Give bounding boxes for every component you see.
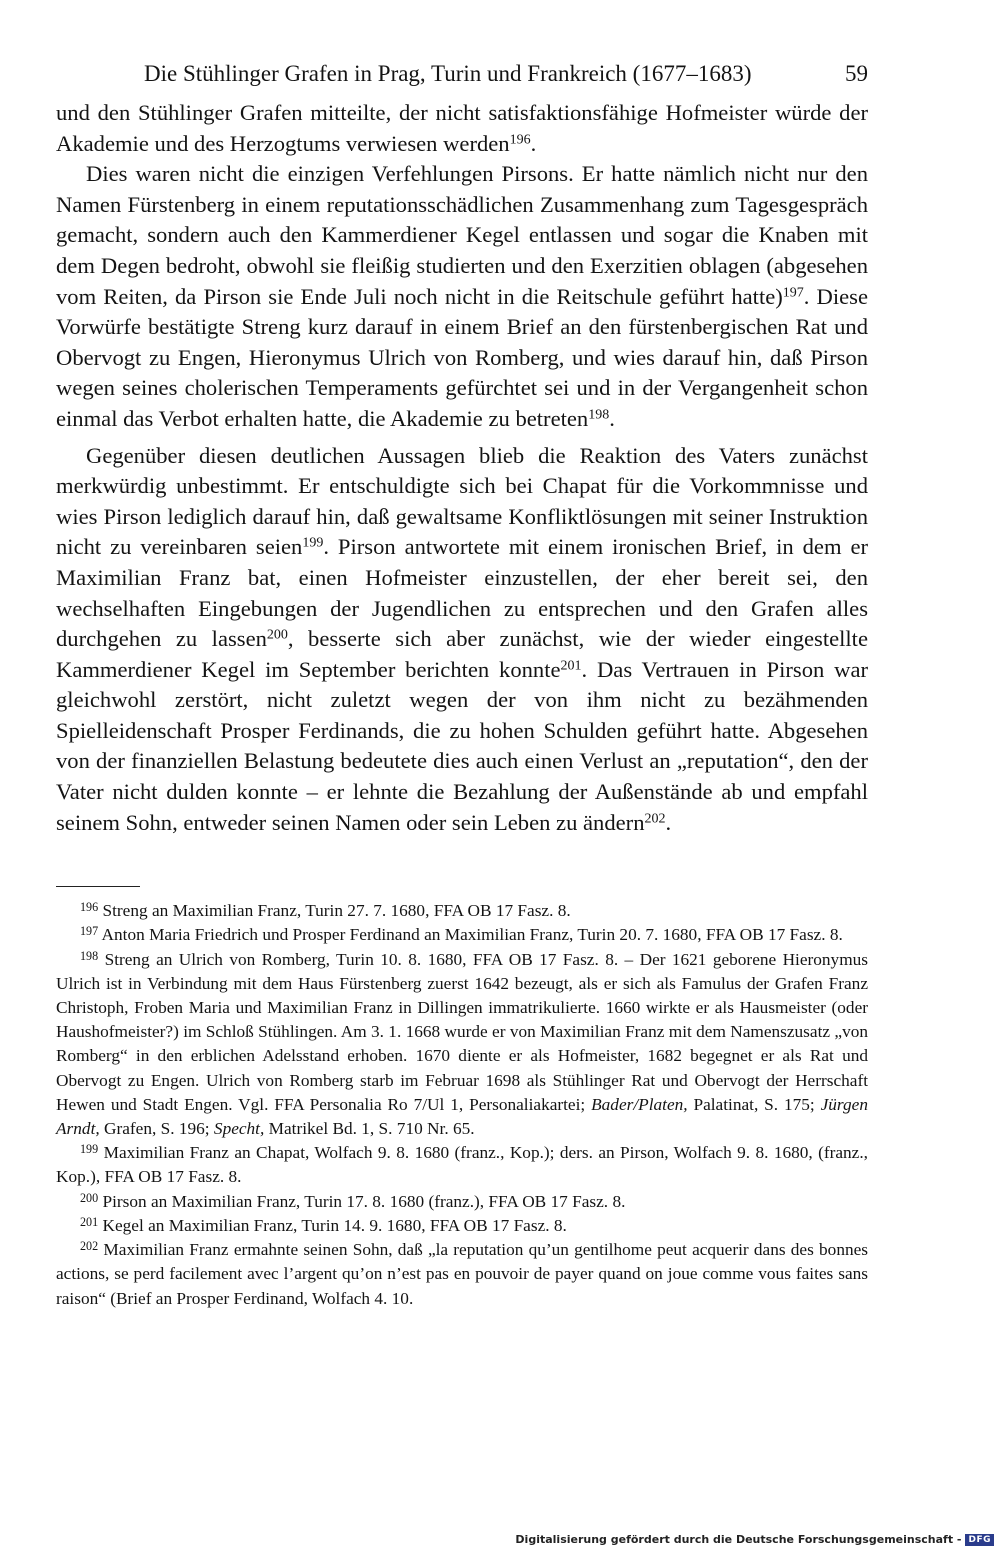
running-head-title: Die Stühlinger Grafen in Prag, Turin und Frankreich (1677–1683) (144, 61, 752, 86)
text-run: Grafen, S. 196; (99, 1119, 214, 1139)
running-head (56, 56, 868, 92)
page-number: 59 (845, 61, 868, 86)
text-run: Kegel an Maximilian Franz, Turin 14. 9. 1680, FFA OB 17 Fasz. 8. (102, 1215, 567, 1235)
footnote-reference: 197 (782, 284, 804, 300)
text-run: . Das Vertrauen in Pirson war gleichwohl zerstört, nicht zuletzt wegen der von ihm nicht zu bezähmenden Spielleidenschaft Prosper Ferdinands, die zu hohen Schulden geführt hatte. Abgesehen von der finanziellen Belastung bedeutete dies auch einen Verlust an „reputation“, den der Vater nicht dulden konnte – er lehnte die Bezahlung der Außenstände ab und empfahl seinem Sohn, entweder seinen Namen oder sein Leben zu ändern (56, 656, 868, 835)
italic-author: Specht, (213, 1119, 265, 1139)
footer-text: Digitalisierung gefördert durch die Deutsche Forschungsgemeinschaft - (515, 1533, 962, 1546)
italic-author: Jürgen Arndt, (56, 1094, 868, 1139)
text-run: . Diese Vorwürfe bestätigte Streng kurz darauf in einem Brief an den fürstenbergischen Rat und Obervogt zu Engen, Hieronymus Ulrich von Romberg, und wies darauf hin, daß Pirson wegen seines cholerischen Temperaments gefürchtet sei und in der Vergangenheit schon einmal das Verbot erhalten hatte, die Akademie zu betreten (56, 283, 868, 431)
text-run: . Pirson antwortete mit einem ironischen Brief, in dem er Maximilian Franz bat, einen Hofmeister einzustellen, der eher bereit sei, den wechselhaften Eingebungen der Jugendlichen zu entsprechen und den Grafen alles durchgehen zu lassen (56, 534, 868, 652)
footnote (56, 1190, 868, 1214)
text-run: Matrikel Bd. 1, S. 710 Nr. 65. (264, 1119, 475, 1139)
footnote-reference: 198 (588, 407, 610, 423)
footnote-number: 199 (80, 1142, 99, 1157)
footnote-number: 198 (80, 948, 99, 963)
footnote (56, 923, 868, 947)
text-run: Maximilian Franz ermahnte seinen Sohn, daß „la reputation qu’un gentilhome peut acquerir dans des bonnes actions, se perd facilement avec l’argent qu’on n’est pas en pouvoir de payer quand on joue comme vous faites sans raison“ (Brief an Prosper Ferdinand, Wolfach 4. 10. (56, 1240, 868, 1308)
footnote (56, 1214, 868, 1238)
text-run: . (609, 405, 615, 431)
body-paragraph (56, 98, 868, 159)
footnotes (56, 899, 868, 1310)
footnote (56, 1141, 868, 1189)
footnote-reference: 201 (560, 657, 582, 673)
text-run: Streng an Maximilian Franz, Turin 27. 7. 1680, FFA OB 17 Fasz. 8. (102, 901, 571, 921)
footnote-reference: 196 (509, 131, 531, 147)
text-run: Anton Maria Friedrich und Prosper Ferdinand an Maximilian Franz, Turin 20. 7. 1680, FFA OB 17 Fasz. 8. (101, 925, 843, 945)
text-run: und den Stühlinger Grafen mitteilte, der nicht satisfaktionsfähige Hofmeister würde der Akademie und des Herzogtums verwiesen werden (56, 100, 868, 156)
footnote-separator (56, 886, 140, 887)
footnote (56, 899, 868, 923)
text-run: Dies waren nicht die einzigen Verfehlungen Pirsons. Er hatte nämlich nicht nur den Namen Fürstenberg in einem reputationsschädlichen Zusammenhang zum Tagesgespräch gemacht, sondern auch den Kammerdiener Kegel entlassen und sogar die Knaben mit dem Degen bedroht, obwohl sie fleißig studierten und den Exerzitien oblagen (abgesehen vom Reiten, da Pirson sie Ende Juli noch nicht in die Reitschule geführt hatte) (56, 161, 868, 309)
text-run: . (665, 809, 672, 835)
body-paragraph (56, 441, 868, 839)
italic-author: Bader/Platen, (591, 1094, 688, 1114)
footnote-number: 201 (80, 1215, 99, 1230)
text-run: Gegenüber diesen deutlichen Aussagen blieb die Reaktion des Vaters zunächst merkwürdig unbestimmt. Er entschuldigte sich bei Chapat für die Vorkommnisse und wies Pirson lediglich darauf hin, daß gewaltsame Konfliktlösungen mit seiner Instruktion nicht zu vereinbaren seien (56, 442, 868, 560)
footnote-reference: 202 (644, 810, 666, 826)
footnote-number: 202 (80, 1239, 99, 1254)
book-page (56, 56, 868, 1311)
footnote-reference: 200 (266, 627, 288, 643)
text-run: . (530, 130, 537, 156)
footnote-number: 200 (80, 1190, 99, 1205)
text-run: , besserte sich aber zunächst, wie der wieder eingestellte Kammerdiener Kegel im September berichten konnte (56, 626, 868, 682)
digitization-footer (515, 1533, 994, 1546)
footnote-reference: 199 (302, 535, 324, 551)
body-paragraph (56, 159, 868, 434)
text-run: Maximilian Franz an Chapat, Wolfach 9. 8. 1680 (franz., Kop.); ders. an Pirson, Wolfach 9. 8. 1680, (franz., Kop.), FFA OB 17 Fasz. 8. (56, 1143, 868, 1187)
text-run: Streng an Ulrich von Romberg, Turin 10. 8. 1680, FFA OB 17 Fasz. 8. – Der 1621 geborene Hieronymus Ulrich ist in Verbindung mit dem Haus Fürstenberg zuerst 1642 bezeugt, als er sich als Famulus der Grafen Franz Christoph, Froben Maria und Maximilian Franz in Dillingen immatrikulierte. 1660 wirkte er als Hausmeister (oder Haushofmeister?) im Schloß Stühlingen. Am 3. 1. 1668 wurde er von Maximilian Franz mit dem Namenszusatz „von Romberg“ in den erblichen Adelsstand erhoben. 1670 diente er als Hofmeister, 1682 begegnet er als Rat und Obervogt zu Engen. Ulrich von Romberg starb im Februar 1698 als Stühlinger Rat und Obervogt der Herrschaft Hewen und Stadt Engen. Vgl. FFA Personalia Ro 7/Ul 1, Personaliakartei; (56, 949, 868, 1114)
dfg-logo: DFG (965, 1534, 994, 1546)
footnote-number: 197 (80, 924, 99, 939)
body-text (56, 98, 868, 838)
footnote (56, 1238, 868, 1311)
text-run: Pirson an Maximilian Franz, Turin 17. 8. 1680 (franz.), FFA OB 17 Fasz. 8. (102, 1191, 626, 1211)
text-run: Palatinat, S. 175; (687, 1094, 821, 1114)
footnote-number: 196 (80, 900, 99, 915)
footnote (56, 948, 868, 1142)
